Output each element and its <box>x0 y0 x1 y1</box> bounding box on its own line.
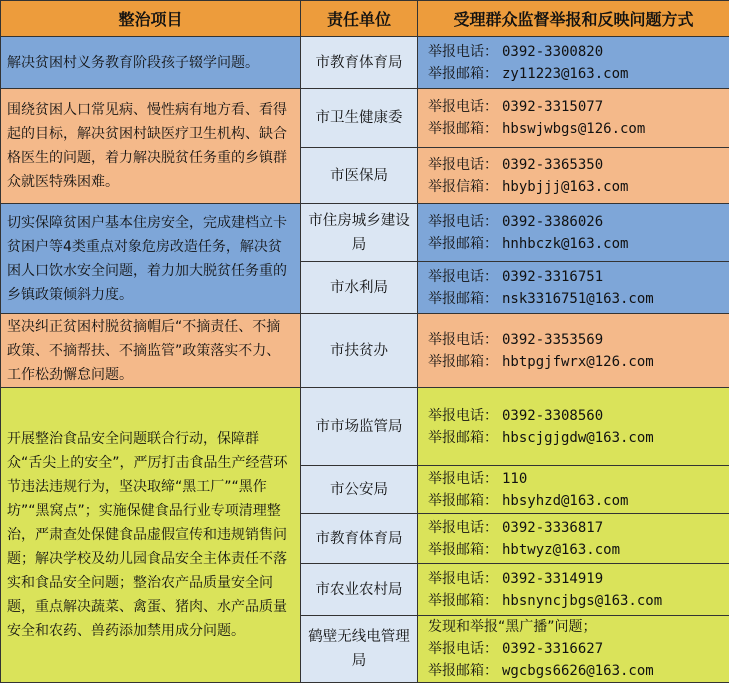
table-row <box>1 388 729 466</box>
table-row <box>1 89 729 148</box>
phone-number: 0392-3353569 <box>502 332 603 348</box>
contact-label: 举报电话： <box>428 408 498 424</box>
header-unit: 责任单位 <box>301 1 418 37</box>
contact-label: 举报电话： <box>428 332 498 348</box>
email-address: zy11223@163.com <box>502 66 628 82</box>
responsible-unit: 市教育体育局 <box>301 37 418 89</box>
phone-number: 0392-3365350 <box>502 157 603 173</box>
email-address: hnhbczk@163.com <box>502 236 628 252</box>
contact-line <box>428 616 729 638</box>
rectification-item: 切实保障贫困户基本住房安全，完成建档立卡贫困户等4类重点对象危房改造任务，解决贫困人口饮水安全问题，着力加大脱贫任务重的乡镇政策倾斜力度。 <box>1 204 301 314</box>
table-row <box>1 204 729 262</box>
contact-line <box>428 233 729 255</box>
contact-line <box>428 468 729 490</box>
responsible-unit: 市农业农村局 <box>301 564 418 616</box>
contact-label: 举报邮箱： <box>428 542 498 558</box>
contact-label: 举报邮箱： <box>428 430 498 446</box>
header-row <box>1 1 729 37</box>
rectification-item: 解决贫困村义务教育阶段孩子辍学问题。 <box>1 37 301 89</box>
contact-line <box>428 41 729 63</box>
table-row <box>1 37 729 89</box>
contact-label: 举报邮箱： <box>428 121 498 137</box>
contact-label: 举报邮箱： <box>428 236 498 252</box>
responsible-unit: 市医保局 <box>301 148 418 204</box>
responsible-unit: 市市场监管局 <box>301 388 418 466</box>
contact-line <box>428 517 729 539</box>
phone-number: 0392-3308560 <box>502 408 603 424</box>
contact-line <box>428 427 729 449</box>
email-address: hbtpgjfwrx@126.com <box>502 354 654 370</box>
contact-label: 举报电话： <box>428 471 498 487</box>
contact-info <box>418 262 729 314</box>
contact-line <box>428 351 729 373</box>
rectification-item: 坚决纠正贫困村脱贫摘帽后“不摘责任、不摘政策、不摘帮扶、不摘监管”政策落实不力、工作松劲懈怠问题。 <box>1 314 301 388</box>
table-row <box>1 314 729 388</box>
email-address: hbtwyz@163.com <box>502 542 620 558</box>
responsible-unit: 市住房城乡建设局 <box>301 204 418 262</box>
contact-line <box>428 176 729 198</box>
contact-label: 举报电话： <box>428 571 498 587</box>
phone-number: 0392-3315077 <box>502 99 603 115</box>
contact-line <box>428 590 729 612</box>
contact-line <box>428 288 729 310</box>
responsible-unit: 市水利局 <box>301 262 418 314</box>
contact-info <box>418 466 729 514</box>
email-address: wgcbgs6626@163.com <box>502 663 654 679</box>
contact-label: 举报邮箱： <box>428 663 498 679</box>
responsible-unit: 市扶贫办 <box>301 314 418 388</box>
contact-line <box>428 539 729 561</box>
contact-label: 举报电话： <box>428 44 498 60</box>
email-address: hbsyhzd@163.com <box>502 493 628 509</box>
contact-label: 举报邮箱： <box>428 354 498 370</box>
email-address: hbscjgjgdw@163.com <box>502 430 654 446</box>
contact-label: 举报邮箱： <box>428 291 498 307</box>
contact-label: 举报邮箱： <box>428 593 498 609</box>
contact-label: 举报邮箱： <box>428 66 498 82</box>
contact-line <box>428 266 729 288</box>
contact-label: 举报电话： <box>428 641 498 657</box>
contact-line <box>428 660 729 682</box>
contact-label: 举报信箱： <box>428 179 498 195</box>
contact-line <box>428 154 729 176</box>
email-address: hbsnyncjbgs@163.com <box>502 593 662 609</box>
phone-number: 0392-3316751 <box>502 269 603 285</box>
email-address: hbybjjj@163.com <box>502 179 628 195</box>
phone-number: 0392-3316627 <box>502 641 603 657</box>
contact-line <box>428 490 729 512</box>
contact-line <box>428 63 729 85</box>
rectification-item: 围绕贫困人口常见病、慢性病有地方看、看得起的目标，解决贫困村缺医疗卫生机构、缺合格医生的问题，着力解决脱贫任务重的乡镇群众就医特殊困难。 <box>1 89 301 204</box>
email-address: nsk3316751@163.com <box>502 291 654 307</box>
contact-info <box>418 514 729 564</box>
contact-info <box>418 616 729 683</box>
contact-label: 举报电话： <box>428 520 498 536</box>
contact-line <box>428 568 729 590</box>
contact-info <box>418 314 729 388</box>
phone-number: 110 <box>502 471 527 487</box>
email-address: hbswjwbgs@126.com <box>502 121 645 137</box>
contact-label: 举报电话： <box>428 269 498 285</box>
phone-number: 0392-3386026 <box>502 214 603 230</box>
responsible-unit: 鹤壁无线电管理局 <box>301 616 418 683</box>
contact-line <box>428 118 729 140</box>
contact-line <box>428 211 729 233</box>
contact-line <box>428 329 729 351</box>
responsible-unit: 市卫生健康委 <box>301 89 418 148</box>
contact-label: 举报邮箱： <box>428 493 498 509</box>
header-item: 整治项目 <box>1 1 301 37</box>
contact-info <box>418 564 729 616</box>
contact-label: 举报电话： <box>428 157 498 173</box>
contact-info <box>418 204 729 262</box>
contact-line <box>428 405 729 427</box>
contact-info <box>418 148 729 204</box>
contact-line <box>428 96 729 118</box>
phone-number: 0392-3300820 <box>502 44 603 60</box>
contact-label: 举报电话： <box>428 99 498 115</box>
header-contact: 受理群众监督举报和反映问题方式 <box>418 1 729 37</box>
phone-number: 0392-3336817 <box>502 520 603 536</box>
responsible-unit: 市教育体育局 <box>301 514 418 564</box>
contact-info <box>418 89 729 148</box>
responsible-unit: 市公安局 <box>301 466 418 514</box>
contact-line <box>428 638 729 660</box>
contact-label: 发现和举报“黑广播”问题； <box>428 619 597 635</box>
phone-number: 0392-3314919 <box>502 571 603 587</box>
contact-label: 举报电话： <box>428 214 498 230</box>
contact-info <box>418 37 729 89</box>
rectification-item: 开展整治食品安全问题联合行动，保障群众“舌尖上的安全”，严厉打击食品生产经营环节违法违规行为，坚决取缔“黑工厂”“黑作坊”“黑窝点”；实施保健食品行业专项清理整治，严肃查处保健食品虚假宣传和违规销售问题；解决学校及幼儿园食品安全主体责任不落实和食品安全问题；整治农产品质量安全问题，重点解决蔬菜、禽蛋、猪肉、水产品质量安全和农药、兽药添加禁用成分问题。 <box>1 388 301 683</box>
contact-info <box>418 388 729 466</box>
table-body <box>1 37 729 683</box>
